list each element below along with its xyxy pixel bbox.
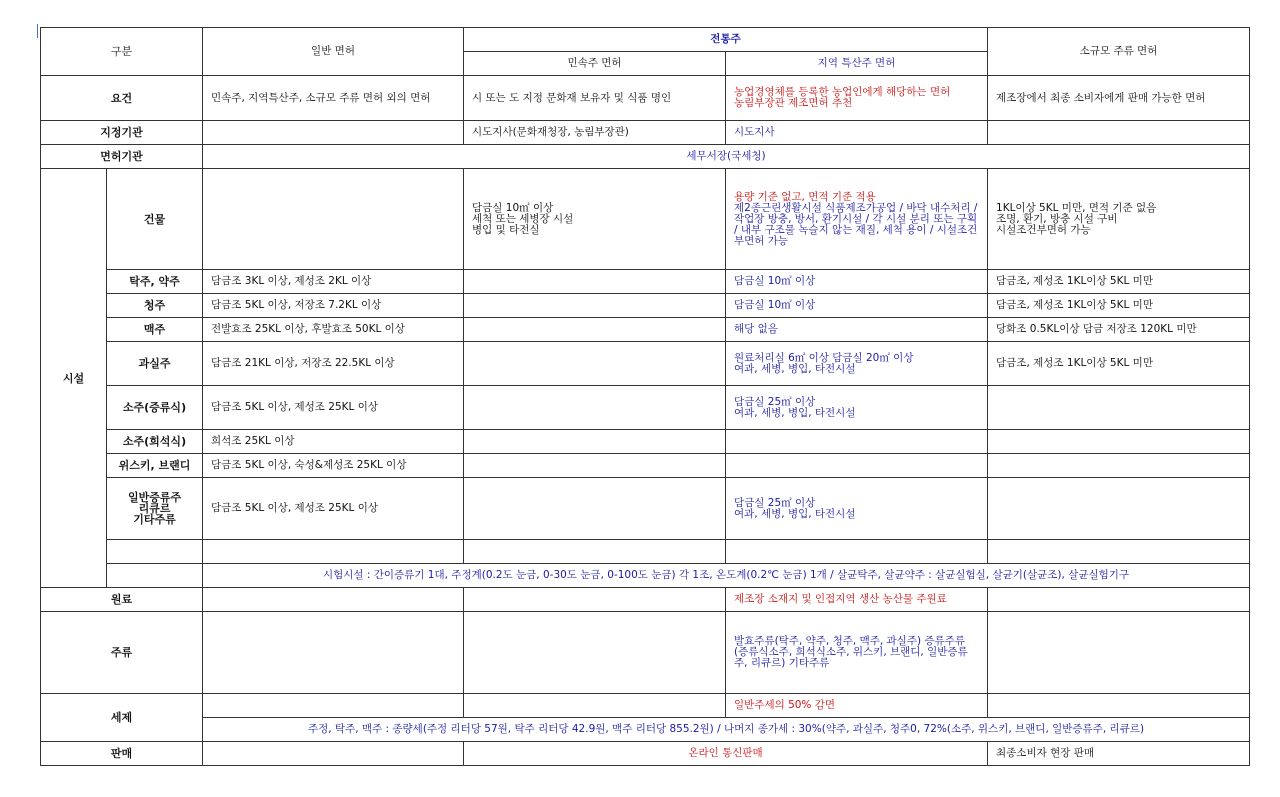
raw-material-small xyxy=(988,588,1250,612)
liquor-license-table xyxy=(40,27,1250,766)
beer-general: 전발효조 25KL 이상, 후발효조 50KL 이상 xyxy=(203,318,464,342)
designating-small xyxy=(988,121,1250,145)
other-spirits-general: 담금조 5KL 이상, 제성조 25KL 이상 xyxy=(203,478,464,540)
test-facility: 시험시설 : 간이증류기 1대, 주정계(0.2도 눈금, 0-30도 눈금, 0-100도 눈금) 각 1조, 온도계(0.2℃ 눈금) 1개 / 살균탁주, 살균약주 : 살균실험실, 살균기(살균조), 살균실험기구 xyxy=(203,564,1250,588)
fruit-wine-regional: 원료처리실 6㎡ 이상 담금실 20㎡ 이상 여과, 세병, 병입, 타전시설 xyxy=(726,342,988,386)
beer-folk xyxy=(464,318,726,342)
row-label-liquor-types: 주류 xyxy=(41,612,203,694)
building-folk: 담금실 10㎡ 이상 세척 또는 세병장 시설 병입 및 타전실 xyxy=(464,169,726,270)
designating-general xyxy=(203,121,464,145)
row-label-licensing-agency: 면허기관 xyxy=(41,145,203,169)
whisky-regional xyxy=(726,454,988,478)
designating-regional: 시도지사 xyxy=(726,121,988,145)
building-regional-detail: 제2종근린생활시설 식품제조가공업 / 바닥 내수처리 / 작업장 방충, 방서, 환기시설 / 각 시설 분리 또는 구획 / 내부 구조물 녹슬지 않는 재질, 세척 용이 / 시설조건부면허 가능 xyxy=(734,201,978,247)
raw-material-general xyxy=(203,588,464,612)
tax-regional: 일반주세의 50% 감면 xyxy=(726,694,988,718)
sub-label-cheongju: 청주 xyxy=(107,294,203,318)
other-spirits-regional: 담금실 25㎡ 이상 여과, 세병, 병입, 타전시설 xyxy=(726,478,988,540)
raw-material-regional: 제조장 소재지 및 인접지역 생산 농산물 주원료 xyxy=(726,588,988,612)
distilled-soju-folk xyxy=(464,386,726,430)
requirements-regional: 농업경영체를 등록한 농업인에게 해당하는 면허 농림부장관 제조면허 추천 xyxy=(726,76,988,121)
header-general-license: 일반 면허 xyxy=(203,28,464,76)
other-spirits-folk xyxy=(464,478,726,540)
building-regional xyxy=(726,169,988,270)
sub-label-beer: 맥주 xyxy=(107,318,203,342)
tax-note: 주정, 탁주, 맥주 : 종량세(주정 리터당 57원, 탁주 리터당 42.9원, 맥주 리터당 855.2원) / 나머지 종가세 : 30%(약주, 과실주, 청주0, 72%(소주, 위스키, 브랜디, 일반증류주, 리큐르) xyxy=(203,718,1250,742)
requirements-small: 제조장에서 최종 소비자에게 판매 가능한 면허 xyxy=(988,76,1250,121)
licensing-agency-value: 세무서장(국세청) xyxy=(203,145,1250,169)
building-general xyxy=(203,169,464,270)
sales-small: 최종소비자 현장 판매 xyxy=(988,742,1250,766)
fruit-wine-general: 담금조 21KL 이상, 저장조 22.5KL 이상 xyxy=(203,342,464,386)
sub-label-whisky-brandy: 위스키, 브랜디 xyxy=(107,454,203,478)
text-cursor xyxy=(37,24,38,38)
requirements-folk: 시 또는 도 지정 문화재 보유자 및 식품 명인 xyxy=(464,76,726,121)
diluted-soju-general: 희석조 25KL 이상 xyxy=(203,430,464,454)
empty-general xyxy=(203,540,464,564)
takju-small: 담금조, 제성조 1KL이상 5KL 미만 xyxy=(988,270,1250,294)
row-label-tax: 세제 xyxy=(41,694,203,742)
beer-small: 당화조 0.5KL이상 담금 저장조 120KL 미만 xyxy=(988,318,1250,342)
fruit-wine-folk xyxy=(464,342,726,386)
fruit-wine-small: 담금조, 제성조 1KL이상 5KL 미만 xyxy=(988,342,1250,386)
distilled-soju-small xyxy=(988,386,1250,430)
sub-label-building: 건물 xyxy=(107,169,203,270)
liquor-types-regional: 발효주류(탁주, 약주, 청주, 맥주, 과실주) 증류주류(증류식소주, 희석식소주, 위스키, 브랜디, 일반증류주, 리큐르) 기타주류 xyxy=(726,612,988,694)
cheongju-regional: 담금실 10㎡ 이상 xyxy=(726,294,988,318)
diluted-soju-small xyxy=(988,430,1250,454)
diluted-soju-folk xyxy=(464,430,726,454)
sub-label-distilled-soju: 소주(증류식) xyxy=(107,386,203,430)
raw-material-folk xyxy=(464,588,726,612)
sub-label-diluted-soju: 소주(희석식) xyxy=(107,430,203,454)
beer-regional: 해당 없음 xyxy=(726,318,988,342)
row-label-requirements: 요건 xyxy=(41,76,203,121)
sub-label-takju-yakju: 탁주, 약주 xyxy=(107,270,203,294)
header-folk-license: 민속주 면허 xyxy=(464,52,726,76)
other-spirits-small xyxy=(988,478,1250,540)
tax-folk xyxy=(464,694,726,718)
row-label-facility: 시설 xyxy=(41,169,107,588)
whisky-folk xyxy=(464,454,726,478)
row-label-sales: 판매 xyxy=(41,742,203,766)
distilled-soju-general: 담금조 5KL 이상, 제성조 25KL 이상 xyxy=(203,386,464,430)
header-category: 구분 xyxy=(41,28,203,76)
cheongju-general: 담금조 5KL 이상, 저장조 7.2KL 이상 xyxy=(203,294,464,318)
building-regional-note: 용량 기준 없고, 면적 기준 적용 xyxy=(734,190,876,203)
designating-folk: 시도지사(문화재청장, 농림부장관) xyxy=(464,121,726,145)
header-regional-license: 지역 특산주 면허 xyxy=(726,52,988,76)
empty-sub-label xyxy=(107,540,203,564)
header-traditional: 전통주 xyxy=(464,28,988,52)
tax-small xyxy=(988,694,1250,718)
takju-general: 담금조 3KL 이상, 제성조 2KL 이상 xyxy=(203,270,464,294)
sub-label-other-spirits: 일반증류주 리큐르 기타주류 xyxy=(107,478,203,540)
empty-folk xyxy=(464,540,726,564)
takju-folk xyxy=(464,270,726,294)
liquor-types-general xyxy=(203,612,464,694)
tax-general xyxy=(203,694,464,718)
test-facility-sub-label xyxy=(107,564,203,588)
liquor-types-folk xyxy=(464,612,726,694)
empty-regional xyxy=(726,540,988,564)
takju-regional: 담금실 10㎡ 이상 xyxy=(726,270,988,294)
cheongju-folk xyxy=(464,294,726,318)
requirements-general: 민속주, 지역특산주, 소규모 주류 면허 외의 면허 xyxy=(203,76,464,121)
liquor-types-small xyxy=(988,612,1250,694)
row-label-raw-material: 원료 xyxy=(41,588,203,612)
row-label-designating-agency: 지정기관 xyxy=(41,121,203,145)
sales-general xyxy=(203,742,464,766)
sub-label-fruit-wine: 과실주 xyxy=(107,342,203,386)
cheongju-small: 담금조, 제성조 1KL이상 5KL 미만 xyxy=(988,294,1250,318)
distilled-soju-regional: 담금실 25㎡ 이상 여과, 세병, 병입, 타전시설 xyxy=(726,386,988,430)
diluted-soju-regional xyxy=(726,430,988,454)
header-small-license: 소규모 주류 면허 xyxy=(988,28,1250,76)
whisky-general: 담금조 5KL 이상, 숙성&제성조 25KL 이상 xyxy=(203,454,464,478)
empty-small xyxy=(988,540,1250,564)
sales-traditional: 온라인 통신판매 xyxy=(464,742,988,766)
building-small: 1KL이상 5KL 미만, 면적 기준 없음 조명, 환기, 방충 시설 구비 시설조건부면허 가능 xyxy=(988,169,1250,270)
whisky-small xyxy=(988,454,1250,478)
